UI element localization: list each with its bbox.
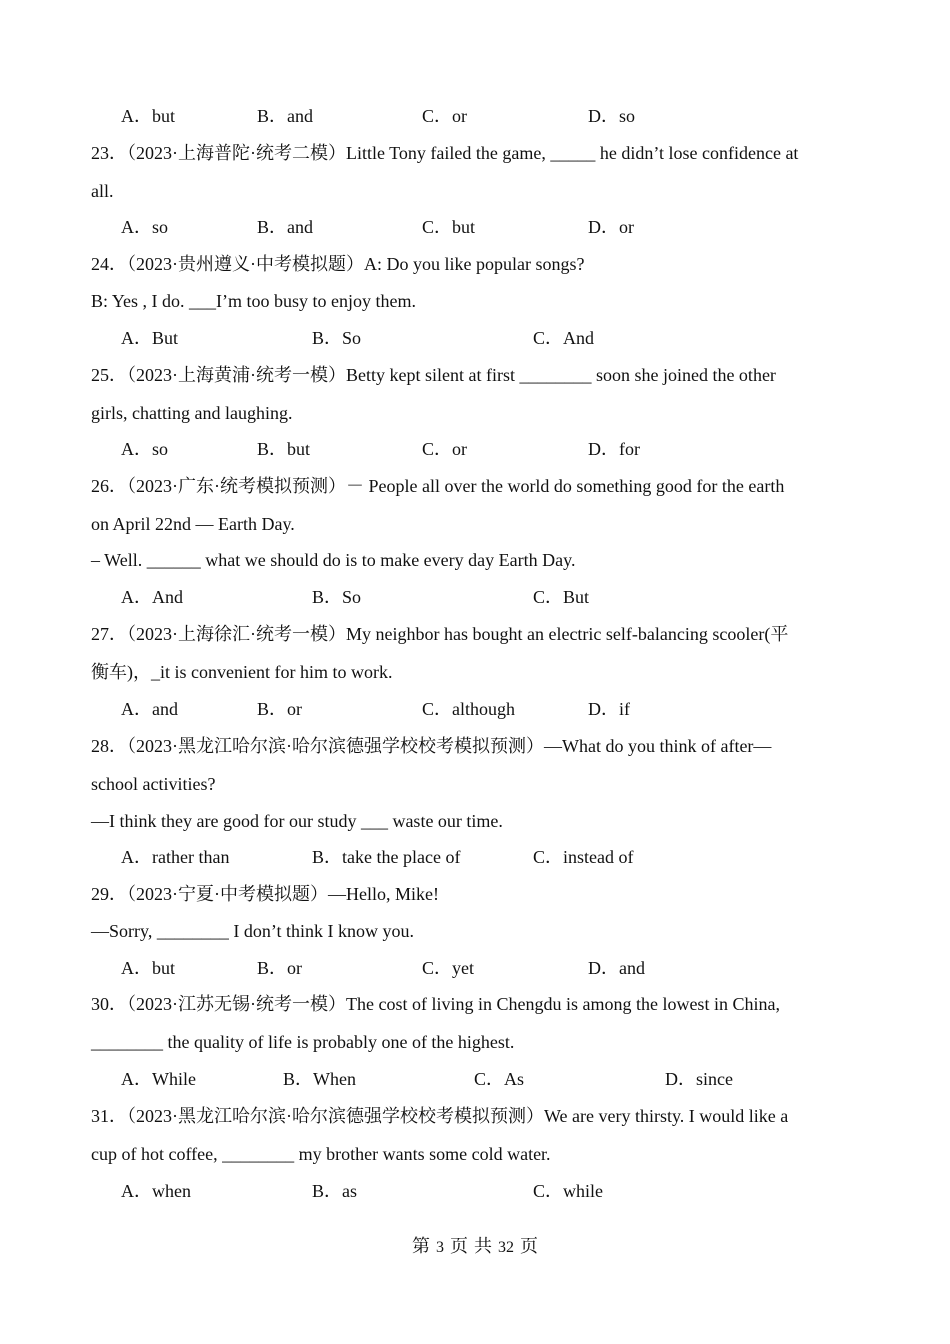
option: C．But	[533, 587, 590, 607]
option: B．When	[283, 1069, 356, 1089]
option: B．and	[257, 217, 313, 237]
option: C．yet	[422, 958, 474, 978]
question-24-stem: 24．（2023·贵州遵义·中考模拟题）A: Do you like popular songs?	[91, 254, 585, 274]
question-26-stem: 26．（2023·广东·统考模拟预测）－ People all over the world do something good for the earth	[91, 476, 785, 496]
question-27-stem-cont: 衡车)，_it is convenient for him to work.	[91, 662, 393, 682]
option: D．since	[665, 1069, 733, 1089]
question-28-stem-cont: school activities?	[91, 774, 216, 794]
option: C．although	[422, 699, 515, 719]
option: B．as	[312, 1181, 357, 1201]
footer-page-label: 页	[450, 1236, 468, 1256]
option: D．for	[588, 439, 640, 459]
option: A．But	[121, 328, 179, 348]
option: C．or	[422, 106, 467, 126]
option: D．if	[588, 699, 630, 719]
footer-suffix: 页	[520, 1236, 538, 1256]
question-23-stem: 23．（2023·上海普陀·统考二模）Little Tony failed the game, _____ he didn’t lose confidence at	[91, 143, 799, 163]
question-31-stem: 31．（2023·黑龙江哈尔滨·哈尔滨德强学校校考模拟预测）We are very thirsty. I would like a	[91, 1106, 789, 1126]
footer-prefix: 第	[412, 1236, 430, 1256]
option: A．so	[121, 217, 169, 237]
option: A．And	[121, 587, 183, 607]
total-page-number: 32	[498, 1239, 514, 1256]
option: B．but	[257, 439, 311, 459]
option: B．and	[257, 106, 313, 126]
footer-total-label: 共	[474, 1236, 492, 1256]
question-25-stem-cont: girls, chatting and laughing.	[91, 403, 293, 423]
page-footer	[0, 1232, 950, 1258]
option: A．when	[121, 1181, 191, 1201]
option: A．but	[121, 958, 175, 978]
option: C．but	[422, 217, 476, 237]
option: D．so	[588, 106, 636, 126]
question-27-stem: 27．（2023·上海徐汇·统考一模）My neighbor has bought an electric self-balancing scooler(平	[91, 624, 789, 644]
option: A．but	[121, 106, 175, 126]
question-24-stem-cont: B: Yes , I do. ___I’m too busy to enjoy them.	[91, 291, 417, 311]
question-25-stem: 25．（2023·上海黄浦·统考一模）Betty kept silent at first ________ soon she joined the other	[91, 365, 776, 385]
question-26-stem-cont: – Well. ______ what we should do is to make every day Earth Day.	[91, 550, 576, 570]
question-31-stem-cont: cup of hot coffee, ________ my brother wants some cold water.	[91, 1144, 551, 1164]
question-29-stem: 29．（2023·宁夏·中考模拟题）—Hello, Mike!	[91, 884, 439, 904]
option: A．and	[121, 699, 178, 719]
question-30-stem: 30．（2023·江苏无锡·统考一模）The cost of living in Chengdu is among the lowest in China,	[91, 994, 780, 1014]
option: C．or	[422, 439, 467, 459]
option: B．take the place of	[312, 847, 461, 867]
question-29-stem-cont: —Sorry, ________ I don’t think I know you.	[91, 921, 414, 941]
question-28-stem: 28．（2023·黑龙江哈尔滨·哈尔滨德强学校校考模拟预测）—What do you think of after—	[91, 736, 772, 756]
option: A．so	[121, 439, 169, 459]
option: D．and	[588, 958, 645, 978]
option: B．So	[312, 328, 362, 348]
option: D．or	[588, 217, 634, 237]
option: A．While	[121, 1069, 196, 1089]
question-30-stem-cont: ________ the quality of life is probably one of the highest.	[91, 1032, 515, 1052]
question-23-stem-cont: all.	[91, 181, 114, 201]
option: A．rather than	[121, 847, 230, 867]
question-26-stem-cont: on April 22nd — Earth Day.	[91, 514, 295, 534]
question-28-stem-cont: —I think they are good for our study ___ waste our time.	[91, 811, 503, 831]
option: C．while	[533, 1181, 603, 1201]
option: C．And	[533, 328, 595, 348]
option: C．instead of	[533, 847, 634, 867]
option: B．So	[312, 587, 362, 607]
option: B．or	[257, 699, 302, 719]
current-page-number: 3	[436, 1239, 444, 1256]
option: C．As	[474, 1069, 525, 1089]
option: B．or	[257, 958, 302, 978]
